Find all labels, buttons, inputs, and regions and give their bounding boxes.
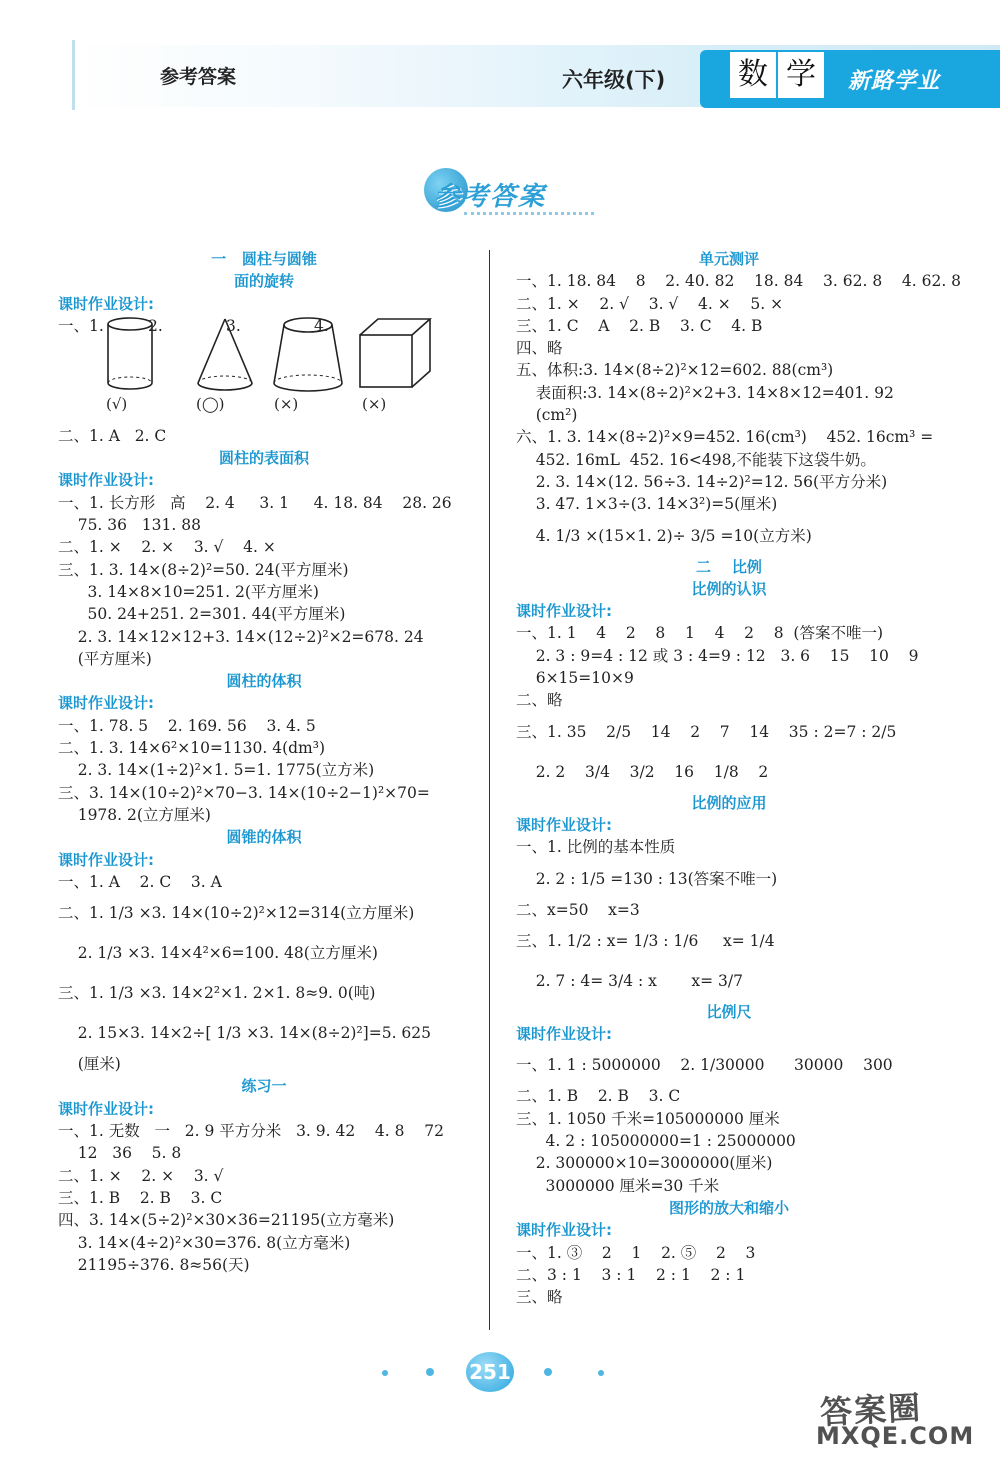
subsection-label: 课时作业设计: bbox=[516, 1025, 612, 1044]
cube-icon bbox=[356, 315, 436, 395]
answer-line: 一、1. 78. 5 2. 169. 56 3. 4. 5 bbox=[58, 716, 316, 735]
shape-rotation-figures bbox=[58, 315, 470, 425]
answer-line: 2. 1/3 ×3. 14×4²×6=100. 48(立方厘米) bbox=[58, 944, 378, 963]
answer-line: 一、1. 长方形 高 2. 4 3. 1 4. 18. 84 28. 26 bbox=[58, 493, 452, 512]
answer-line: 二、1. B 2. B 3. C bbox=[516, 1087, 681, 1106]
section-heading: 单元测评 bbox=[698, 250, 759, 268]
brand-logo: 新路学业 bbox=[848, 69, 941, 94]
answer-line: 三、1. 3. 14×(8÷2)²=50. 24(平方厘米) bbox=[58, 560, 349, 579]
answer-line: 一、1. A 2. C 3. A bbox=[58, 872, 222, 891]
section-heading: 圆柱的体积 bbox=[226, 672, 302, 691]
shape-figure bbox=[268, 315, 348, 401]
answer-line: 六、1. 3. 14×(8÷2)²×9=452. 16(cm³) 452. 16cm³ = bbox=[516, 428, 934, 447]
banner-dots bbox=[464, 212, 594, 215]
section-heading: 比例尺 bbox=[706, 1002, 752, 1021]
section-heading: 面的旋转 bbox=[233, 272, 294, 291]
answer-line: (厘米) bbox=[58, 1055, 121, 1074]
page-header bbox=[0, 0, 1000, 130]
answer-line: 2. 2 : 1/5 =130 : 13(答案不唯一) bbox=[516, 869, 778, 888]
answer-line: 二、1. 1/3 ×3. 14×(10÷2)²×12=314(立方厘米) bbox=[58, 904, 415, 923]
subsection-label: 课时作业设计: bbox=[58, 694, 154, 713]
answer-line: 二、1. × 2. √ 3. √ 4. × 5. × bbox=[516, 294, 784, 313]
frustum-icon bbox=[268, 315, 348, 395]
answer-line: 4. 2 : 105000000=1 : 25000000 bbox=[516, 1132, 796, 1151]
section-heading: 二 比例 bbox=[696, 557, 762, 576]
answer-line: 2. 15×3. 14×2÷[ 1/3 ×3. 14×(8÷2)²]=5. 625 bbox=[58, 1024, 432, 1043]
shape-label: 4. bbox=[314, 316, 329, 335]
section-heading: 比例的认识 bbox=[691, 579, 767, 598]
subsection-label: 课时作业设计: bbox=[58, 471, 154, 490]
answer-line: 一、1. 1 4 2 8 1 4 2 8 (答案不唯一) bbox=[516, 624, 884, 643]
answer-line: 二、x=50 x=3 bbox=[516, 900, 640, 919]
answer-line: 2. 3. 14×12×12+3. 14×(12÷2)²×2=678. 24 bbox=[58, 627, 424, 646]
answer-line: 三、1. C A 2. B 3. C 4. B bbox=[516, 316, 763, 335]
answer-line: 2. 300000×10=3000000(厘米) bbox=[516, 1154, 773, 1173]
shape-figure bbox=[356, 315, 436, 401]
answer-line: 2. 2 3/4 3/2 16 1/8 2 bbox=[516, 762, 769, 781]
answer-line: 三、1. 1050 千米=105000000 厘米 bbox=[516, 1109, 780, 1128]
banner-title: 参考答案 bbox=[434, 182, 547, 212]
answer-line: 3000000 厘米=30 千米 bbox=[516, 1176, 720, 1195]
answer-line: 6×15=10×9 bbox=[516, 669, 634, 688]
answer-line: 3. 14×(4÷2)²×30=376. 8(立方毫米) bbox=[58, 1233, 351, 1252]
shape-label: 一、1. bbox=[58, 316, 104, 335]
subsection-label: 课时作业设计: bbox=[58, 294, 154, 313]
answer-line: 50. 24+251. 2=301. 44(平方厘米) bbox=[58, 605, 346, 624]
shape-label: 2. bbox=[148, 316, 163, 335]
subject-char-1: 数 bbox=[728, 50, 778, 100]
section-heading: 图形的放大和缩小 bbox=[668, 1198, 789, 1217]
header-left-title: 参考答案 bbox=[160, 66, 237, 88]
subsection-label: 课时作业设计: bbox=[516, 602, 612, 621]
answer-line: 1978. 2(立方厘米) bbox=[58, 805, 211, 824]
answer-line: 一、1. 18. 84 8 2. 40. 82 18. 84 3. 62. 8 4. 62. 8 bbox=[516, 272, 962, 291]
watermark-logo: 答案圈 bbox=[819, 1388, 924, 1432]
answer-line: 3. 47. 1×3÷(3. 14×3²)=5(厘米) bbox=[516, 495, 778, 514]
answer-line: 一、1. 比例的基本性质 bbox=[516, 838, 676, 857]
answer-line: 4. 1/3 ×(15×1. 2)÷ 3/5 =10(立方米) bbox=[516, 526, 812, 545]
answer-line: 二、1. × 2. × 3. √ 4. × bbox=[58, 538, 276, 557]
answer-line: 五、体积:3. 14×(8÷2)²×12=602. 88(cm³) bbox=[516, 361, 834, 380]
answer-line: 2. 3. 14×(12. 56÷3. 14÷2)²=12. 56(平方分米) bbox=[516, 472, 888, 491]
answer-line: 三、1. 1/2 : x= 1/3 : 1/6 x= 1/4 bbox=[516, 931, 775, 950]
answer-line: 四、3. 14×(5÷2)²×30×36=21195(立方毫米) bbox=[58, 1211, 395, 1230]
answer-line: 75. 36 131. 88 bbox=[58, 516, 201, 535]
answer-line: 一、1. 1 : 5000000 2. 1/30000 30000 300 bbox=[516, 1056, 893, 1075]
answer-line: 二、1. A 2. C bbox=[58, 426, 167, 445]
answer-line: 三、1. B 2. B 3. C bbox=[58, 1188, 223, 1207]
answer-line: 2. 3. 14×(1÷2)²×1. 5=1. 1775(立方米) bbox=[58, 761, 375, 780]
answer-line: 一、1. 无数 一 2. 9 平方分米 3. 9. 42 4. 8 72 bbox=[58, 1122, 444, 1141]
answer-line: 2. 3 : 9=4 : 12 或 3 : 4=9 : 12 3. 6 15 10 9 bbox=[516, 646, 919, 665]
answer-line: 三、1. 1/3 ×3. 14×2²×1. 2×1. 8≈9. 0(吨) bbox=[58, 984, 376, 1003]
answer-line: (平方厘米) bbox=[58, 649, 152, 668]
footer-dot bbox=[544, 1368, 552, 1376]
page-number: 251 bbox=[466, 1352, 514, 1392]
footer-dot bbox=[598, 1370, 604, 1376]
left-answer-column bbox=[58, 248, 470, 1276]
answer-line: 二、1. 3. 14×6²×10=1130. 4(dm³) bbox=[58, 739, 326, 758]
shape-label: 3. bbox=[226, 316, 241, 335]
answer-line: (cm²) bbox=[516, 406, 578, 425]
answer-line: 一、1. ③ 2 1 2. ⑤ 2 3 bbox=[516, 1243, 756, 1262]
shape-answer: (√) bbox=[106, 394, 128, 413]
header-grade: 六年级(下) bbox=[562, 68, 666, 92]
shape-figure bbox=[190, 315, 260, 401]
answer-line: 三、1. 35 2/5 14 2 7 14 35 : 2=7 : 2/5 bbox=[516, 722, 897, 741]
answer-line: 表面积:3. 14×(8÷2)²×2+3. 14×8×12=401. 92 bbox=[516, 383, 894, 402]
subsection-label: 课时作业设计: bbox=[516, 815, 612, 834]
answer-line: 二、1. × 2. × 3. √ bbox=[58, 1166, 224, 1185]
answer-line: 三、略 bbox=[516, 1288, 563, 1307]
footer-dot bbox=[382, 1370, 388, 1376]
answer-line: 二、略 bbox=[516, 691, 563, 710]
column-divider bbox=[489, 250, 490, 1330]
section-heading: 比例的应用 bbox=[691, 793, 767, 812]
subsection-label: 课时作业设计: bbox=[516, 1221, 612, 1240]
section-heading: 圆柱的表面积 bbox=[218, 449, 309, 468]
header-rule bbox=[72, 40, 75, 110]
answer-line: 四、略 bbox=[516, 339, 563, 358]
shape-answer: (×) bbox=[274, 394, 299, 413]
subject-char-2: 学 bbox=[776, 50, 826, 100]
subsection-label: 课时作业设计: bbox=[58, 850, 154, 869]
shape-answer: (×) bbox=[362, 394, 387, 413]
answer-line: 21195÷376. 8≈56(天) bbox=[58, 1255, 250, 1274]
section-heading: 练习一 bbox=[241, 1077, 287, 1096]
answer-line: 3. 14×8×10=251. 2(平方厘米) bbox=[58, 582, 319, 601]
answers-banner bbox=[424, 168, 574, 218]
answer-line: 三、3. 14×(10÷2)²×70−3. 14×(10÷2−1)²×70= bbox=[58, 783, 430, 802]
answer-line: 452. 16mL 452. 16<498,不能装下这袋牛奶。 bbox=[516, 450, 876, 469]
cone-icon bbox=[190, 315, 260, 395]
shape-answer: (◯) bbox=[196, 394, 225, 413]
answer-line: 二、3 : 1 3 : 1 2 : 1 2 : 1 bbox=[516, 1265, 746, 1284]
subsection-label: 课时作业设计: bbox=[58, 1099, 154, 1118]
watermark-url: MXQE.COM bbox=[816, 1422, 975, 1450]
section-heading: 一 圆柱与圆锥 bbox=[211, 250, 317, 268]
answer-line: 2. 7 : 4= 3/4 : x x= 3/7 bbox=[516, 971, 743, 990]
section-heading: 圆锥的体积 bbox=[226, 828, 302, 847]
right-answer-column bbox=[516, 248, 962, 1308]
footer-dot bbox=[426, 1368, 434, 1376]
answer-line: 12 36 5. 8 bbox=[58, 1144, 182, 1163]
